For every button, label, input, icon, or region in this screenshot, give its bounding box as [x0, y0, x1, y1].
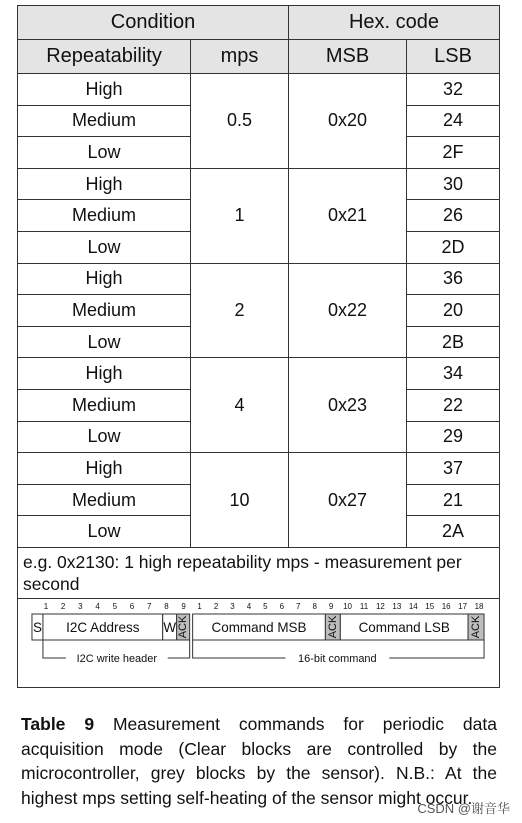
repeatability-cell: Low [18, 137, 191, 169]
lsb-cell: 2F [407, 137, 500, 169]
lsb-cell: 26 [407, 200, 500, 232]
diagram-row [18, 598, 500, 687]
bit-number: 14 [408, 601, 418, 611]
bit-number: 4 [95, 601, 100, 611]
repeatability-cell: Low [18, 516, 191, 548]
repeatability-cell: Medium [18, 295, 191, 327]
bit-number: 2 [60, 601, 66, 611]
repeatability-cell: Low [18, 421, 191, 453]
bit-number: 9 [328, 601, 334, 611]
table-body [18, 74, 500, 688]
msb-cell: 0x27 [289, 453, 407, 548]
mps-cell: 2 [191, 263, 289, 358]
lsb-header: LSB [407, 40, 500, 74]
bit-number: 16 [441, 601, 451, 611]
lsb-cell: 32 [407, 74, 500, 106]
table-row [18, 358, 500, 390]
bit-number: 10 [343, 601, 353, 611]
mps-cell: 4 [191, 358, 289, 453]
bit-number: 7 [147, 601, 152, 611]
lsb-cell: 2A [407, 516, 500, 548]
address-label: I2C Address [66, 619, 140, 635]
bit-number: 7 [296, 601, 301, 611]
msb-cell: 0x20 [289, 74, 407, 169]
bit-number: 8 [164, 601, 169, 611]
lsb-cell: 2D [407, 231, 500, 263]
bit-number: 2 [213, 601, 219, 611]
i2c-diagram-cell [18, 598, 500, 687]
lsb-cell: 22 [407, 389, 500, 421]
bit-number: 9 [181, 601, 186, 611]
hex-code-header: Hex. code [289, 6, 500, 40]
repeatability-cell: Medium [18, 484, 191, 516]
repeatability-cell: Medium [18, 105, 191, 137]
example-row [18, 547, 500, 598]
bit-number: 3 [230, 601, 235, 611]
lsb-cell: 30 [407, 168, 500, 200]
ack-label: ACK [469, 615, 482, 639]
table-row [18, 263, 500, 295]
bit-number: 12 [375, 601, 385, 611]
bit-number: 11 [359, 601, 369, 611]
msb-cell: 0x22 [289, 263, 407, 358]
lsb-cell: 36 [407, 263, 500, 295]
repeatability-cell: High [18, 74, 191, 106]
write-label: W [163, 619, 177, 635]
mps-header: mps [191, 40, 289, 74]
repeatability-cell: High [18, 453, 191, 485]
caption-text: Measurement commands for periodic data acquisition mode (Clear blocks are controlled by the microcontroller, grey blocks by the sensor). N.B.: At the highest mps setting self-heating of the sensor might occur. [21, 714, 497, 808]
command-bracket-label: 16-bit command [298, 652, 377, 665]
table-row [18, 453, 500, 485]
ack-label: ACK [177, 615, 190, 639]
command-msb-label: Command MSB [211, 619, 307, 635]
caption-label: Table 9 [21, 714, 95, 734]
bit-number: 6 [279, 601, 285, 611]
repeatability-cell: High [18, 358, 191, 390]
watermark: CSDN @谢音华 [417, 801, 510, 816]
bit-number: 6 [129, 601, 135, 611]
bit-number: 3 [78, 601, 83, 611]
measurement-commands-table [17, 5, 500, 688]
repeatability-cell: Medium [18, 200, 191, 232]
bit-number: 15 [425, 601, 435, 611]
repeatability-cell: Low [18, 231, 191, 263]
lsb-cell: 24 [407, 105, 500, 137]
lsb-cell: 37 [407, 453, 500, 485]
repeatability-cell: High [18, 168, 191, 200]
example-note: e.g. 0x2130: 1 high repeatability mps - measurement per second [18, 547, 500, 598]
msb-cell: 0x21 [289, 168, 407, 263]
lsb-cell: 20 [407, 295, 500, 327]
bit-number: 5 [112, 601, 118, 611]
repeatability-cell: Low [18, 326, 191, 358]
repeatability-header: Repeatability [18, 40, 191, 74]
lsb-cell: 21 [407, 484, 500, 516]
mps-cell: 1 [191, 168, 289, 263]
bit-number: 13 [392, 601, 402, 611]
repeatability-cell: Medium [18, 389, 191, 421]
bit-number: 18 [474, 601, 484, 611]
repeatability-cell: High [18, 263, 191, 295]
start-label: S [32, 619, 42, 635]
ack-label: ACK [326, 615, 339, 639]
bit-number: 8 [312, 601, 317, 611]
header-bracket-label: I2C write header [76, 652, 157, 665]
msb-cell: 0x23 [289, 358, 407, 453]
bit-number: 17 [458, 601, 468, 611]
mps-cell: 0.5 [191, 74, 289, 169]
lsb-cell: 2B [407, 326, 500, 358]
msb-header: MSB [289, 40, 407, 74]
bit-number: 1 [43, 601, 49, 611]
bit-number: 5 [263, 601, 268, 611]
table-row [18, 168, 500, 200]
lsb-cell: 34 [407, 358, 500, 390]
table-caption [21, 712, 497, 810]
command-lsb-label: Command LSB [358, 619, 450, 635]
table-row [18, 74, 500, 106]
bit-number: 1 [197, 601, 202, 611]
bit-number: 4 [246, 601, 252, 611]
lsb-cell: 29 [407, 421, 500, 453]
condition-header: Condition [18, 6, 289, 40]
mps-cell: 10 [191, 453, 289, 548]
i2c-sequence-diagram [18, 599, 499, 687]
